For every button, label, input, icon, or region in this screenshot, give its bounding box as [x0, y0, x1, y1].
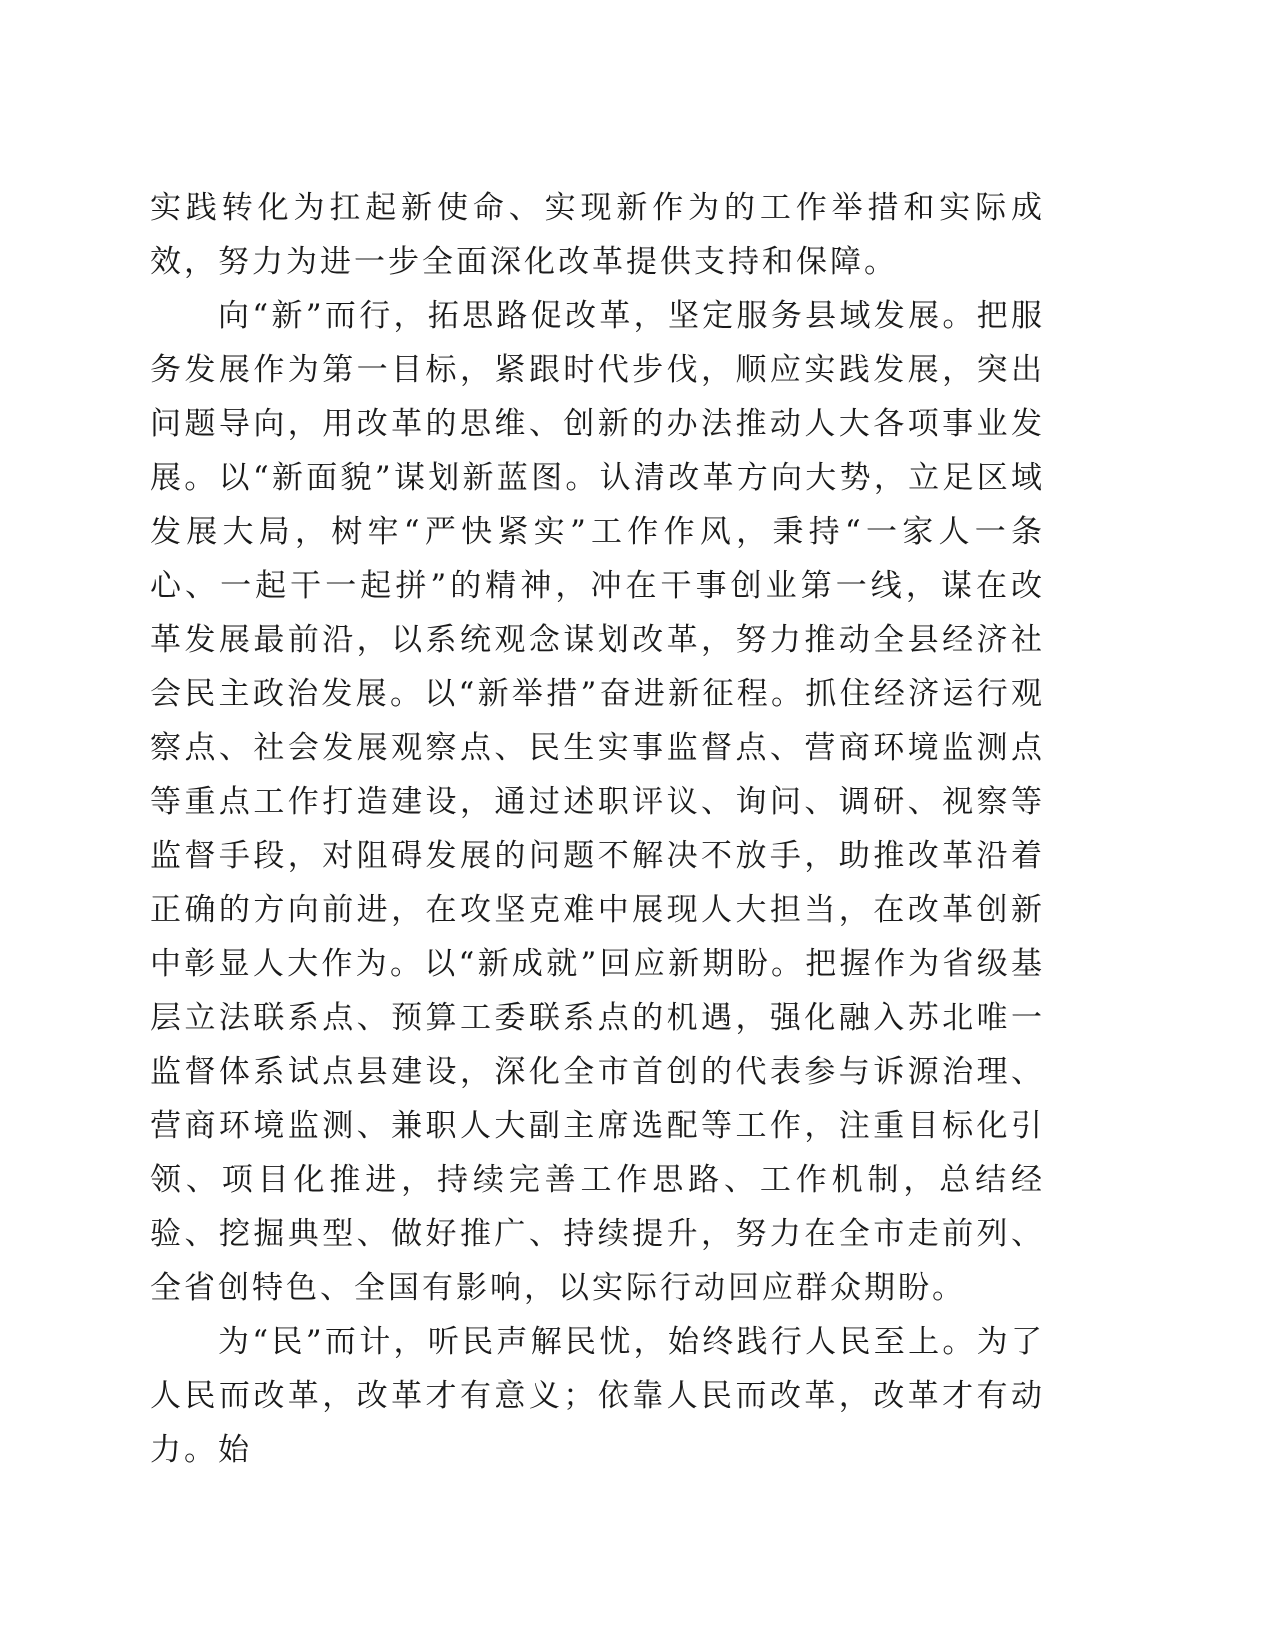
- paragraph-people: 为“民”而计，听民声解民忧，始终践行人民至上。为了人民而改革，改革才有意义；依靠人民而改革，改革才有动力。始: [150, 1324, 1045, 1468]
- paragraph-continuation: 实践转化为扛起新使命、实现新作为的工作举措和实际成效，努力为进一步全面深化改革提供支持和保障。: [150, 190, 1045, 280]
- paragraph-new-direction: 向“新”而行，拓思路促改革，坚定服务县域发展。把服务发展作为第一目标，紧跟时代步伐，顺应实践发展，突出问题导向，用改革的思维、创新的办法推动人大各项事业发展。以“新面貌”谋划新蓝图。认清改革方向大势，立足区域发展大局，树牢“严快紧实”工作作风，秉持“一家人一条心、一起干一起拼”的精神，冲在干事创业第一线，谋在改革发展最前沿，以系统观念谋划改革，努力推动全县经济社会民主政治发展。以“新举措”奋进新征程。抓住经济运行观察点、社会发展观察点、民生实事监督点、营商环境监测点等重点工作打造建设，通过述职评议、询问、调研、视察等监督手段，对阻碍发展的问题不解决不放手，助推改革沿着正确的方向前进，在攻坚克难中展现人大担当，在改革创新中彰显人大作为。以“新成就”回应新期盼。把握作为省级基层立法联系点、预算工委联系点的机遇，强化融入苏北唯一监督体系试点县建设，深化全市首创的代表参与诉源治理、营商环境监测、兼职人大副主席选配等工作，注重目标化引领、项目化推进，持续完善工作思路、工作机制，总结经验、挖掘典型、做好推广、持续提升，努力在全市走前列、全省创特色、全国有影响，以实际行动回应群众期盼。: [150, 298, 1045, 1306]
- body-text: [150, 181, 1045, 1477]
